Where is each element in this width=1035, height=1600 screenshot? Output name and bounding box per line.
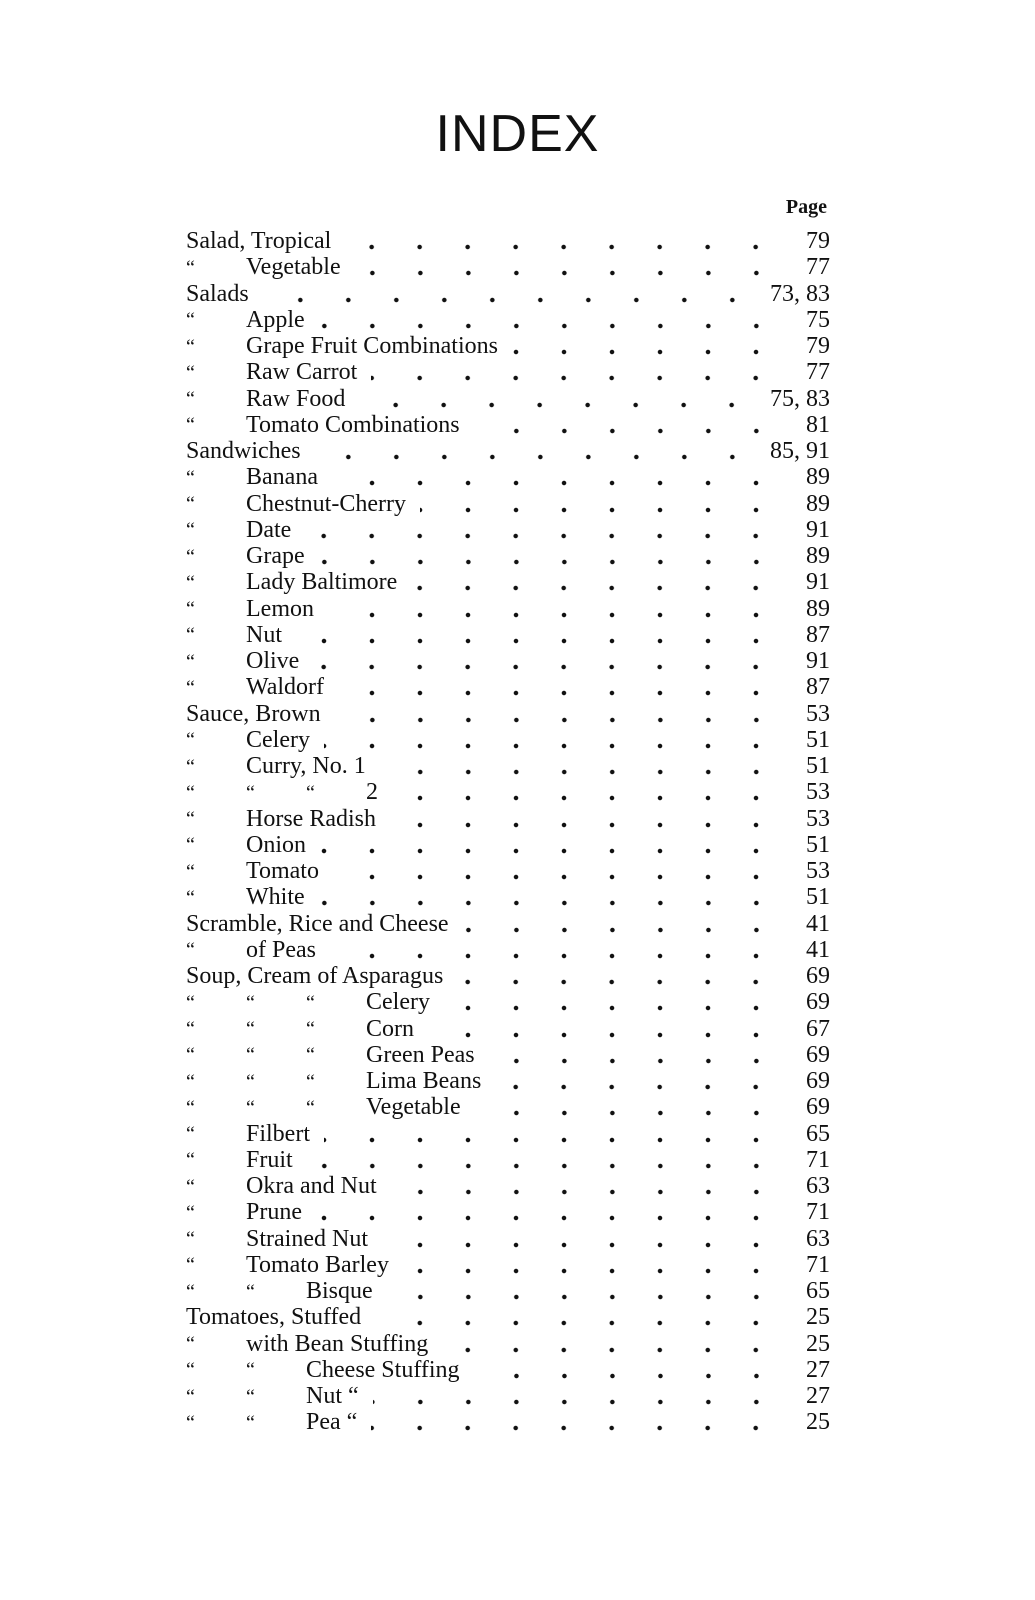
ditto-glyph: “ <box>186 414 195 437</box>
entry-label: Horse Radish <box>246 805 376 832</box>
entry-page-numbers: 69 <box>806 963 830 990</box>
entry-page-numbers: 67 <box>806 1015 830 1042</box>
index-entry <box>186 1252 830 1278</box>
dot-leader <box>428 1032 780 1038</box>
entry-label: Okra and Nut <box>246 1173 377 1200</box>
entry-label: Date <box>246 516 292 543</box>
index-entry <box>186 989 830 1015</box>
ditto-glyph: “ <box>186 1149 195 1172</box>
entry-page-numbers: 91 <box>806 648 830 675</box>
index-entry <box>186 1226 830 1252</box>
ditto-glyph: “ <box>186 493 195 516</box>
entry-label: Tomatoes, Stuffed <box>186 1304 362 1331</box>
entry-page-numbers: 91 <box>806 569 830 596</box>
ditto-glyph: “ <box>186 1385 195 1408</box>
ditto-mark <box>186 1199 246 1226</box>
entry-label: Vegetable <box>246 254 341 281</box>
ditto-mark <box>186 595 246 622</box>
dot-leader <box>307 1163 780 1169</box>
index-entry <box>186 648 830 674</box>
dot-leader <box>375 1320 780 1326</box>
dot-leader <box>457 979 780 985</box>
dot-leader <box>463 927 780 933</box>
entry-label: Bisque <box>306 1278 373 1305</box>
ditto-glyph: “ <box>186 650 195 673</box>
entry-page-numbers: 27 <box>806 1356 830 1383</box>
entry-page-numbers: 51 <box>806 831 830 858</box>
entry-label: Filbert <box>246 1120 310 1147</box>
ditto-mark <box>186 1041 366 1068</box>
dot-leader <box>382 1242 780 1248</box>
entry-page-numbers: 65 <box>806 1278 830 1305</box>
index-entry <box>186 937 830 963</box>
dot-leader <box>475 1110 780 1116</box>
dot-leader <box>320 848 780 854</box>
ditto-glyph: “ <box>306 1018 315 1041</box>
index-entry <box>186 1409 830 1435</box>
index-entry <box>186 1331 830 1357</box>
entry-page-numbers: 87 <box>806 674 830 701</box>
entry-page-numbers: 71 <box>806 1146 830 1173</box>
index-entry <box>186 517 830 543</box>
index-entry <box>186 779 830 805</box>
index-entry-list <box>186 228 830 1436</box>
ditto-glyph: “ <box>186 571 195 594</box>
entry-page-numbers: 85, 91 <box>770 438 830 465</box>
ditto-mark <box>186 333 246 360</box>
entry-label: Banana <box>246 464 318 491</box>
entry-label: Apple <box>246 306 305 333</box>
ditto-glyph: “ <box>186 466 195 489</box>
entry-page-numbers: 63 <box>806 1225 830 1252</box>
entry-page-numbers: 87 <box>806 621 830 648</box>
entry-page-numbers: 89 <box>806 543 830 570</box>
ditto-glyph: “ <box>186 1359 195 1382</box>
entry-page-numbers: 89 <box>806 464 830 491</box>
ditto-glyph: “ <box>186 834 195 857</box>
index-entry <box>186 727 830 753</box>
ditto-glyph: “ <box>306 1096 315 1119</box>
ditto-mark <box>186 1015 366 1042</box>
dot-leader <box>373 1399 780 1405</box>
dot-leader <box>319 900 780 906</box>
ditto-glyph: “ <box>246 1070 255 1093</box>
ditto-glyph: “ <box>186 519 195 542</box>
entry-label: with Bean Stuffing <box>246 1330 429 1357</box>
dot-leader <box>371 375 780 381</box>
entry-label: Salad, Tropical <box>186 228 332 255</box>
ditto-glyph: “ <box>186 1123 195 1146</box>
index-entry <box>186 1042 830 1068</box>
dot-leader <box>324 1137 780 1143</box>
index-entry <box>186 386 830 412</box>
ditto-glyph: “ <box>246 991 255 1014</box>
index-entry <box>186 674 830 700</box>
dot-leader <box>313 664 780 670</box>
dot-leader <box>403 1268 780 1274</box>
entry-page-numbers: 25 <box>806 1330 830 1357</box>
ditto-mark <box>186 674 246 701</box>
dot-leader <box>328 612 780 618</box>
entry-label: Sandwiches <box>186 438 301 465</box>
entry-page-numbers: 41 <box>806 910 830 937</box>
ditto-mark <box>186 1225 246 1252</box>
index-entry <box>186 281 830 307</box>
index-entry <box>186 333 830 359</box>
ditto-mark <box>186 648 246 675</box>
entry-label: Soup, Cream of Asparagus <box>186 963 444 990</box>
entry-page-numbers: 51 <box>806 726 830 753</box>
dot-leader <box>474 1373 780 1379</box>
entry-label: Raw Carrot <box>246 359 358 386</box>
ditto-glyph: “ <box>186 1070 195 1093</box>
ditto-glyph: “ <box>186 991 195 1014</box>
dot-leader <box>391 1189 780 1195</box>
index-entry <box>186 1147 830 1173</box>
dot-leader <box>359 402 756 408</box>
entry-label: Salads <box>186 280 249 307</box>
entry-page-numbers: 25 <box>806 1409 830 1436</box>
index-entry <box>186 963 830 989</box>
index-entry <box>186 1383 830 1409</box>
dot-leader <box>338 690 780 696</box>
ditto-glyph: “ <box>186 1201 195 1224</box>
ditto-glyph: “ <box>186 309 195 332</box>
entry-label: Grape Fruit Combinations <box>246 333 498 360</box>
index-entry <box>186 1068 830 1094</box>
dot-leader <box>495 1084 780 1090</box>
index-entry <box>186 543 830 569</box>
ditto-mark <box>186 306 246 333</box>
entry-page-numbers: 41 <box>806 936 830 963</box>
dot-leader <box>335 717 780 723</box>
ditto-glyph: “ <box>246 781 255 804</box>
dot-leader <box>316 1215 780 1221</box>
index-entry <box>186 1357 830 1383</box>
ditto-glyph: “ <box>186 939 195 962</box>
entry-label: Tomato Combinations <box>246 411 460 438</box>
ditto-mark <box>186 490 246 517</box>
entry-page-numbers: 77 <box>806 254 830 281</box>
dot-leader <box>392 795 780 801</box>
index-entry <box>186 359 830 385</box>
entry-label: Tomato Barley <box>246 1251 389 1278</box>
ditto-mark <box>186 1278 306 1305</box>
ditto-glyph: “ <box>186 755 195 778</box>
dot-leader <box>296 638 780 644</box>
entry-page-numbers: 79 <box>806 228 830 255</box>
entry-page-numbers: 51 <box>806 753 830 780</box>
index-entry <box>186 491 830 517</box>
ditto-mark <box>186 884 246 911</box>
entry-label: Tomato <box>246 858 319 885</box>
ditto-mark <box>186 1094 366 1121</box>
ditto-glyph: “ <box>186 729 195 752</box>
ditto-glyph: “ <box>186 808 195 831</box>
index-entry <box>186 832 830 858</box>
dot-leader <box>380 769 780 775</box>
entry-label: Raw Food <box>246 385 346 412</box>
index-entry <box>186 1278 830 1304</box>
ditto-mark <box>186 858 246 885</box>
ditto-glyph: “ <box>306 1044 315 1067</box>
index-entry <box>186 254 830 280</box>
ditto-mark <box>186 464 246 491</box>
ditto-glyph: “ <box>186 781 195 804</box>
ditto-glyph: “ <box>186 598 195 621</box>
entry-label: Chestnut-Cherry <box>246 490 406 517</box>
ditto-mark <box>186 989 366 1016</box>
ditto-glyph: “ <box>186 256 195 279</box>
ditto-glyph: “ <box>246 1411 255 1434</box>
index-entry <box>186 307 830 333</box>
dot-leader <box>474 428 780 434</box>
entry-page-numbers: 53 <box>806 858 830 885</box>
index-entry <box>186 884 830 910</box>
entry-page-numbers: 53 <box>806 779 830 806</box>
ditto-glyph: “ <box>186 1280 195 1303</box>
ditto-mark <box>186 753 246 780</box>
entry-page-numbers: 69 <box>806 1041 830 1068</box>
ditto-mark <box>186 569 246 596</box>
ditto-glyph: “ <box>186 886 195 909</box>
ditto-mark <box>186 1120 246 1147</box>
ditto-mark <box>186 1146 246 1173</box>
entry-label: 2 <box>366 779 378 806</box>
ditto-mark <box>186 359 246 386</box>
ditto-glyph: “ <box>246 1359 255 1382</box>
ditto-mark <box>186 516 246 543</box>
ditto-glyph: “ <box>246 1096 255 1119</box>
entry-page-numbers: 65 <box>806 1120 830 1147</box>
entry-label: Grape <box>246 543 305 570</box>
ditto-mark <box>186 1409 306 1436</box>
ditto-mark <box>186 254 246 281</box>
entry-page-numbers: 63 <box>806 1173 830 1200</box>
entry-page-numbers: 89 <box>806 595 830 622</box>
entry-label: Lemon <box>246 595 314 622</box>
entry-label: Waldorf <box>246 674 325 701</box>
dot-leader <box>319 559 780 565</box>
entry-page-numbers: 69 <box>806 1068 830 1095</box>
index-entry <box>186 1016 830 1042</box>
entry-label: Prune <box>246 1199 302 1226</box>
ditto-mark <box>186 411 246 438</box>
entry-page-numbers: 77 <box>806 359 830 386</box>
entry-label: Scramble, Rice and Cheese <box>186 910 449 937</box>
entry-page-numbers: 91 <box>806 516 830 543</box>
ditto-mark <box>186 1356 306 1383</box>
ditto-glyph: “ <box>186 545 195 568</box>
index-entry <box>186 228 830 254</box>
entry-label: of Peas <box>246 936 316 963</box>
dot-leader <box>512 349 780 355</box>
entry-label: Lima Beans <box>366 1068 482 1095</box>
entry-label: Olive <box>246 648 300 675</box>
entry-page-numbers: 69 <box>806 989 830 1016</box>
dot-leader <box>411 585 780 591</box>
ditto-glyph: “ <box>186 361 195 384</box>
entry-page-numbers: 51 <box>806 884 830 911</box>
entry-label: Fruit <box>246 1146 293 1173</box>
index-entry <box>186 911 830 937</box>
entry-label: Celery <box>366 989 430 1016</box>
ditto-glyph: “ <box>186 1254 195 1277</box>
ditto-mark <box>186 1251 246 1278</box>
ditto-mark <box>186 805 246 832</box>
index-entry <box>186 1199 830 1225</box>
entry-label: Lady Baltimore <box>246 569 398 596</box>
ditto-glyph: “ <box>186 1175 195 1198</box>
index-entry <box>186 622 830 648</box>
ditto-glyph: “ <box>186 335 195 358</box>
dot-leader <box>330 953 780 959</box>
index-entry <box>186 1121 830 1147</box>
entry-page-numbers: 89 <box>806 490 830 517</box>
dot-leader <box>387 1294 780 1300</box>
ditto-glyph: “ <box>186 1228 195 1251</box>
entry-label: Vegetable <box>366 1094 461 1121</box>
dot-leader <box>332 480 780 486</box>
index-entry <box>186 858 830 884</box>
entry-page-numbers: 53 <box>806 805 830 832</box>
ditto-glyph: “ <box>186 388 195 411</box>
entry-label: Cheese Stuffing <box>306 1356 460 1383</box>
index-entry <box>186 596 830 622</box>
index-entry <box>186 1094 830 1120</box>
ditto-glyph: “ <box>246 1044 255 1067</box>
dot-leader <box>345 244 780 250</box>
ditto-glyph: “ <box>306 991 315 1014</box>
entry-label: Nut “ <box>306 1383 359 1410</box>
entry-page-numbers: 73, 83 <box>770 280 830 307</box>
dot-leader <box>371 1425 780 1431</box>
dot-leader <box>390 822 780 828</box>
entry-page-numbers: 79 <box>806 333 830 360</box>
ditto-glyph: “ <box>186 860 195 883</box>
ditto-mark <box>186 779 366 806</box>
ditto-mark <box>186 1383 306 1410</box>
entry-page-numbers: 69 <box>806 1094 830 1121</box>
index-entry <box>186 1173 830 1199</box>
ditto-glyph: “ <box>186 676 195 699</box>
ditto-mark <box>186 726 246 753</box>
entry-label: Celery <box>246 726 310 753</box>
ditto-glyph: “ <box>246 1018 255 1041</box>
ditto-glyph: “ <box>306 1070 315 1093</box>
ditto-glyph: “ <box>246 1280 255 1303</box>
dot-leader <box>324 743 780 749</box>
dot-leader <box>489 1058 780 1064</box>
ditto-glyph: “ <box>306 781 315 804</box>
index-entry <box>186 438 830 464</box>
entry-page-numbers: 71 <box>806 1251 830 1278</box>
ditto-mark <box>186 543 246 570</box>
dot-leader <box>444 1005 780 1011</box>
ditto-glyph: “ <box>186 624 195 647</box>
ditto-mark <box>186 831 246 858</box>
entry-page-numbers: 81 <box>806 411 830 438</box>
dot-leader <box>315 454 756 460</box>
ditto-glyph: “ <box>246 1385 255 1408</box>
entry-page-numbers: 71 <box>806 1199 830 1226</box>
index-entry <box>186 806 830 832</box>
index-entry <box>186 753 830 779</box>
entry-label: Nut <box>246 621 282 648</box>
entry-label: Curry, No. 1 <box>246 753 366 780</box>
ditto-glyph: “ <box>186 1333 195 1356</box>
dot-leader <box>420 507 780 513</box>
index-entry <box>186 569 830 595</box>
entry-label: Strained Nut <box>246 1225 368 1252</box>
dot-leader <box>263 297 756 303</box>
ditto-mark <box>186 385 246 412</box>
dot-leader <box>442 1347 780 1353</box>
dot-leader <box>319 323 780 329</box>
dot-leader <box>333 874 780 880</box>
entry-page-numbers: 75, 83 <box>770 385 830 412</box>
entry-page-numbers: 75 <box>806 306 830 333</box>
entry-label: Green Peas <box>366 1041 475 1068</box>
index-entry <box>186 1304 830 1330</box>
entry-page-numbers: 53 <box>806 700 830 727</box>
entry-label: Onion <box>246 831 306 858</box>
entry-label: Corn <box>366 1015 414 1042</box>
ditto-glyph: “ <box>186 1096 195 1119</box>
index-entry <box>186 701 830 727</box>
ditto-glyph: “ <box>186 1411 195 1434</box>
ditto-mark <box>186 1330 246 1357</box>
ditto-mark <box>186 1068 366 1095</box>
ditto-glyph: “ <box>186 1018 195 1041</box>
entry-label: Sauce, Brown <box>186 700 321 727</box>
page-column-header: Page <box>785 196 827 218</box>
entry-label: White <box>246 884 305 911</box>
index-entry <box>186 412 830 438</box>
page-title: INDEX <box>435 105 600 163</box>
index-entry <box>186 464 830 490</box>
ditto-mark <box>186 621 246 648</box>
ditto-glyph: “ <box>186 1044 195 1067</box>
ditto-mark <box>186 1173 246 1200</box>
entry-page-numbers: 25 <box>806 1304 830 1331</box>
entry-page-numbers: 27 <box>806 1383 830 1410</box>
entry-label: Pea “ <box>306 1409 358 1436</box>
ditto-mark <box>186 936 246 963</box>
dot-leader <box>355 270 780 276</box>
dot-leader <box>305 533 780 539</box>
